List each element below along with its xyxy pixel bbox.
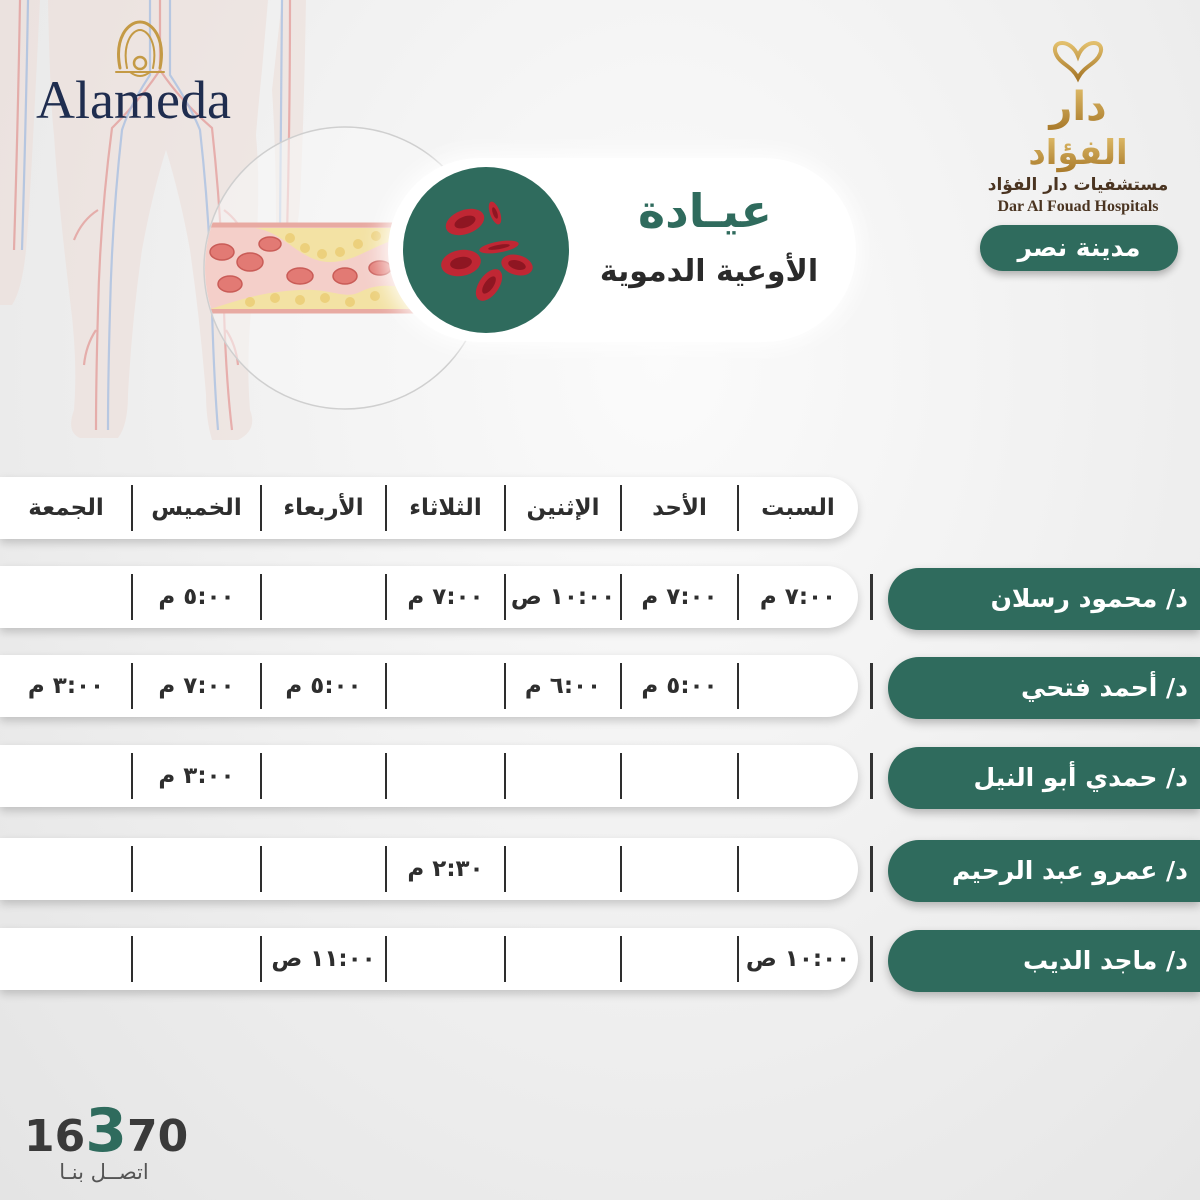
hospital-name-arabic: مستشفيات دار الفؤاد xyxy=(987,175,1169,195)
time-slot-sunday: ٧:٠٠ م xyxy=(641,584,718,610)
time-slot-friday xyxy=(0,838,132,900)
time-slot-wednesday: ٥:٠٠ م xyxy=(285,673,362,699)
doctor-name-pill: د/ ماجد الديب xyxy=(888,930,1200,992)
clinic-icon-circle xyxy=(403,167,569,333)
time-slot-wednesday xyxy=(261,745,386,807)
calligraphy-heart-logo-icon xyxy=(1016,26,1140,174)
time-slot-friday xyxy=(0,566,132,628)
doctor-name-pill: د/ محمود رسلان xyxy=(888,568,1200,630)
hospital-name-english: Dar Al Fouad Hospitals xyxy=(997,198,1159,215)
time-slot-sunday: ٥:٠٠ م xyxy=(641,673,718,699)
red-blood-cells-icon xyxy=(403,167,569,333)
days-header-row xyxy=(0,477,858,539)
day-header-monday: الإثنين xyxy=(526,495,600,521)
day-header-tuesday: الثلاثاء xyxy=(409,495,482,521)
row-separator xyxy=(870,753,873,799)
time-slot-sunday xyxy=(621,745,738,807)
logo-lettering-bottom: الفؤاد xyxy=(1028,133,1128,173)
call-us-label: اتصــل بنـا xyxy=(59,1160,149,1184)
time-slot-saturday: ١٠:٠٠ ص xyxy=(745,946,851,972)
time-slot-friday xyxy=(0,745,132,807)
hotline-number xyxy=(24,1096,188,1166)
time-slot-tuesday xyxy=(386,655,505,717)
schedule-row xyxy=(0,566,858,628)
schedule-row xyxy=(0,928,858,990)
time-slot-thursday: ٥:٠٠ م xyxy=(158,584,235,610)
day-header-thursday: الخميس xyxy=(151,495,242,521)
time-slot-monday xyxy=(505,838,621,900)
day-header-sunday: الأحد xyxy=(652,495,707,521)
time-slot-thursday: ٧:٠٠ م xyxy=(158,673,235,699)
clinic-specialty: الأوعية الدموية xyxy=(599,254,819,289)
hotline-part: 70 xyxy=(126,1111,189,1162)
time-slot-wednesday xyxy=(261,838,386,900)
partner-logo-name: Alameda xyxy=(36,70,231,130)
time-slot-wednesday xyxy=(261,566,386,628)
time-slot-friday xyxy=(0,928,132,990)
logo-lettering-top: دار xyxy=(1049,84,1107,130)
time-slot-monday xyxy=(505,745,621,807)
time-slot-thursday xyxy=(132,928,261,990)
doctor-name-pill: د/ أحمد فتحي xyxy=(888,657,1200,719)
time-slot-saturday xyxy=(738,745,858,807)
time-slot-tuesday xyxy=(386,745,505,807)
branch-badge: مدينة نصر xyxy=(980,225,1178,271)
time-slot-thursday xyxy=(132,838,261,900)
schedule-row xyxy=(0,745,858,807)
time-slot-saturday: ٧:٠٠ م xyxy=(759,584,837,610)
row-separator xyxy=(870,936,873,982)
time-slot-tuesday xyxy=(386,928,505,990)
row-separator xyxy=(870,846,873,892)
time-slot-saturday xyxy=(738,655,858,717)
schedule-row xyxy=(0,838,858,900)
time-slot-tuesday: ٢:٣٠ م xyxy=(407,856,484,882)
time-slot-thursday: ٣:٠٠ م xyxy=(158,763,235,789)
schedule-row xyxy=(0,655,858,717)
time-slot-monday xyxy=(505,928,621,990)
day-header-wednesday: الأربعاء xyxy=(283,495,364,521)
heart-ornament-icon xyxy=(1055,43,1101,78)
clinic-label: عيـادة xyxy=(638,184,772,238)
doctor-name-pill: د/ عمرو عبد الرحيم xyxy=(888,840,1200,902)
row-separator xyxy=(870,574,873,620)
time-slot-friday: ٣:٠٠ م xyxy=(27,673,105,699)
time-slot-sunday xyxy=(621,928,738,990)
time-slot-wednesday: ١١:٠٠ ص xyxy=(271,946,376,972)
day-header-friday: الجمعة xyxy=(28,495,104,521)
time-slot-saturday xyxy=(738,838,858,900)
time-slot-sunday xyxy=(621,838,738,900)
time-slot-tuesday: ٧:٠٠ م xyxy=(407,584,484,610)
hotline-part: 16 xyxy=(24,1111,86,1162)
day-header-saturday: السبت xyxy=(761,495,835,521)
row-separator xyxy=(870,663,873,709)
hotline-part-highlight: 3 xyxy=(85,1096,127,1166)
time-slot-monday: ١٠:٠٠ ص xyxy=(510,584,616,610)
doctor-name-pill: د/ حمدي أبو النيل xyxy=(888,747,1200,809)
time-slot-monday: ٦:٠٠ م xyxy=(524,673,602,699)
